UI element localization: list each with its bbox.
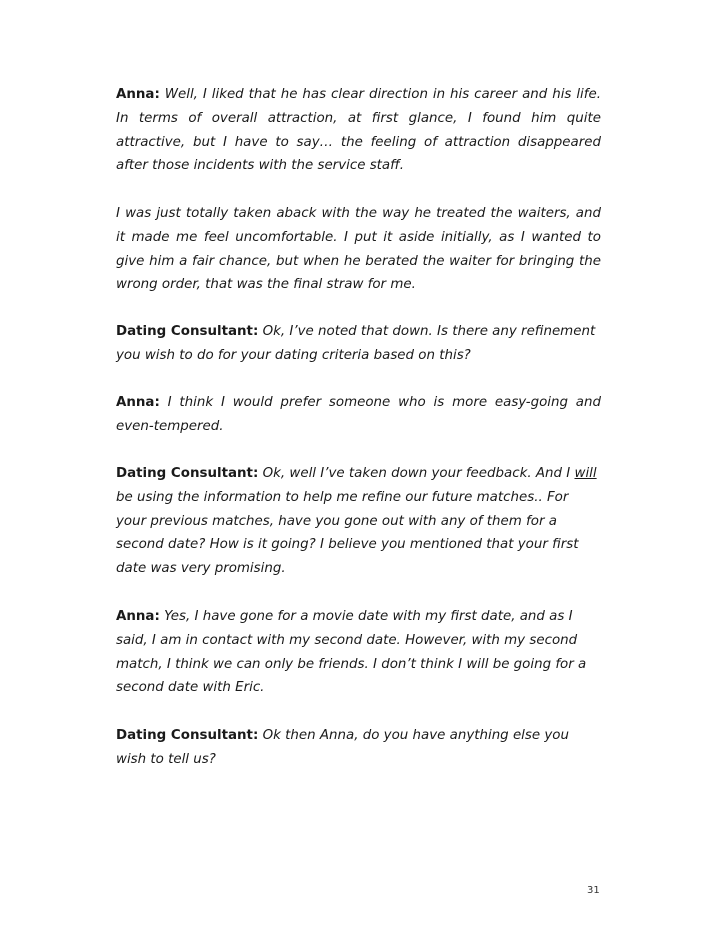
speech-text: I think I would prefer someone who is more easy-going and even-tempered. [116,395,601,434]
paragraph-anna-1 [116,83,601,178]
paragraph-consultant-2 [116,462,601,581]
speech-text: Yes, I have gone for a movie date with my first date, and as I said, I am in contact with my second date. However, with my second match, I think we can only be friends. I don’t think I will be going for a second date with Eric. [116,609,587,696]
speech-text-emphasis: will [574,466,597,481]
speaker-label: Dating Consultant: [116,466,259,481]
paragraph-consultant-3 [116,724,601,772]
speaker-label: Anna: [116,395,160,410]
speech-text: Well, I liked that he has clear direction in his career and his life. In terms of overall attraction, at first glance, I found him quite attractive, but I have to say… the feeling of attraction disappeared after those incidents with the service staff. [116,87,601,174]
speaker-label: Anna: [116,609,160,624]
paragraph-consultant-1 [116,320,601,368]
paragraph-anna-4 [116,605,601,700]
paragraph-anna-2 [116,202,601,297]
speech-text: I was just totally taken aback with the way he treated the waiters, and it made me feel uncomfortable. I put it aside initially, as I wanted to give him a fair chance, but when he berated the waiter for bringing the wrong order, that was the final straw for me. [116,206,601,293]
speaker-label: Anna: [116,87,160,102]
page-number: 31 [587,885,600,896]
speech-text: Ok then Anna, do you have anything else you wish to tell us? [116,728,569,767]
speech-text-before: Ok, well I’ve taken down your feedback. And I [262,466,571,481]
speech-text: Ok, I’ve noted that down. Is there any refinement you wish to do for your dating criteria based on this? [116,324,596,363]
speaker-label: Dating Consultant: [116,728,259,743]
paragraph-anna-3 [116,391,601,439]
speaker-label: Dating Consultant: [116,324,259,339]
speech-text-after: be using the information to help me refine our future matches.. For your previous matches, have you gone out with any of them for a second date? How is it going? I believe you mentioned that your first date was very promising. [116,489,579,577]
